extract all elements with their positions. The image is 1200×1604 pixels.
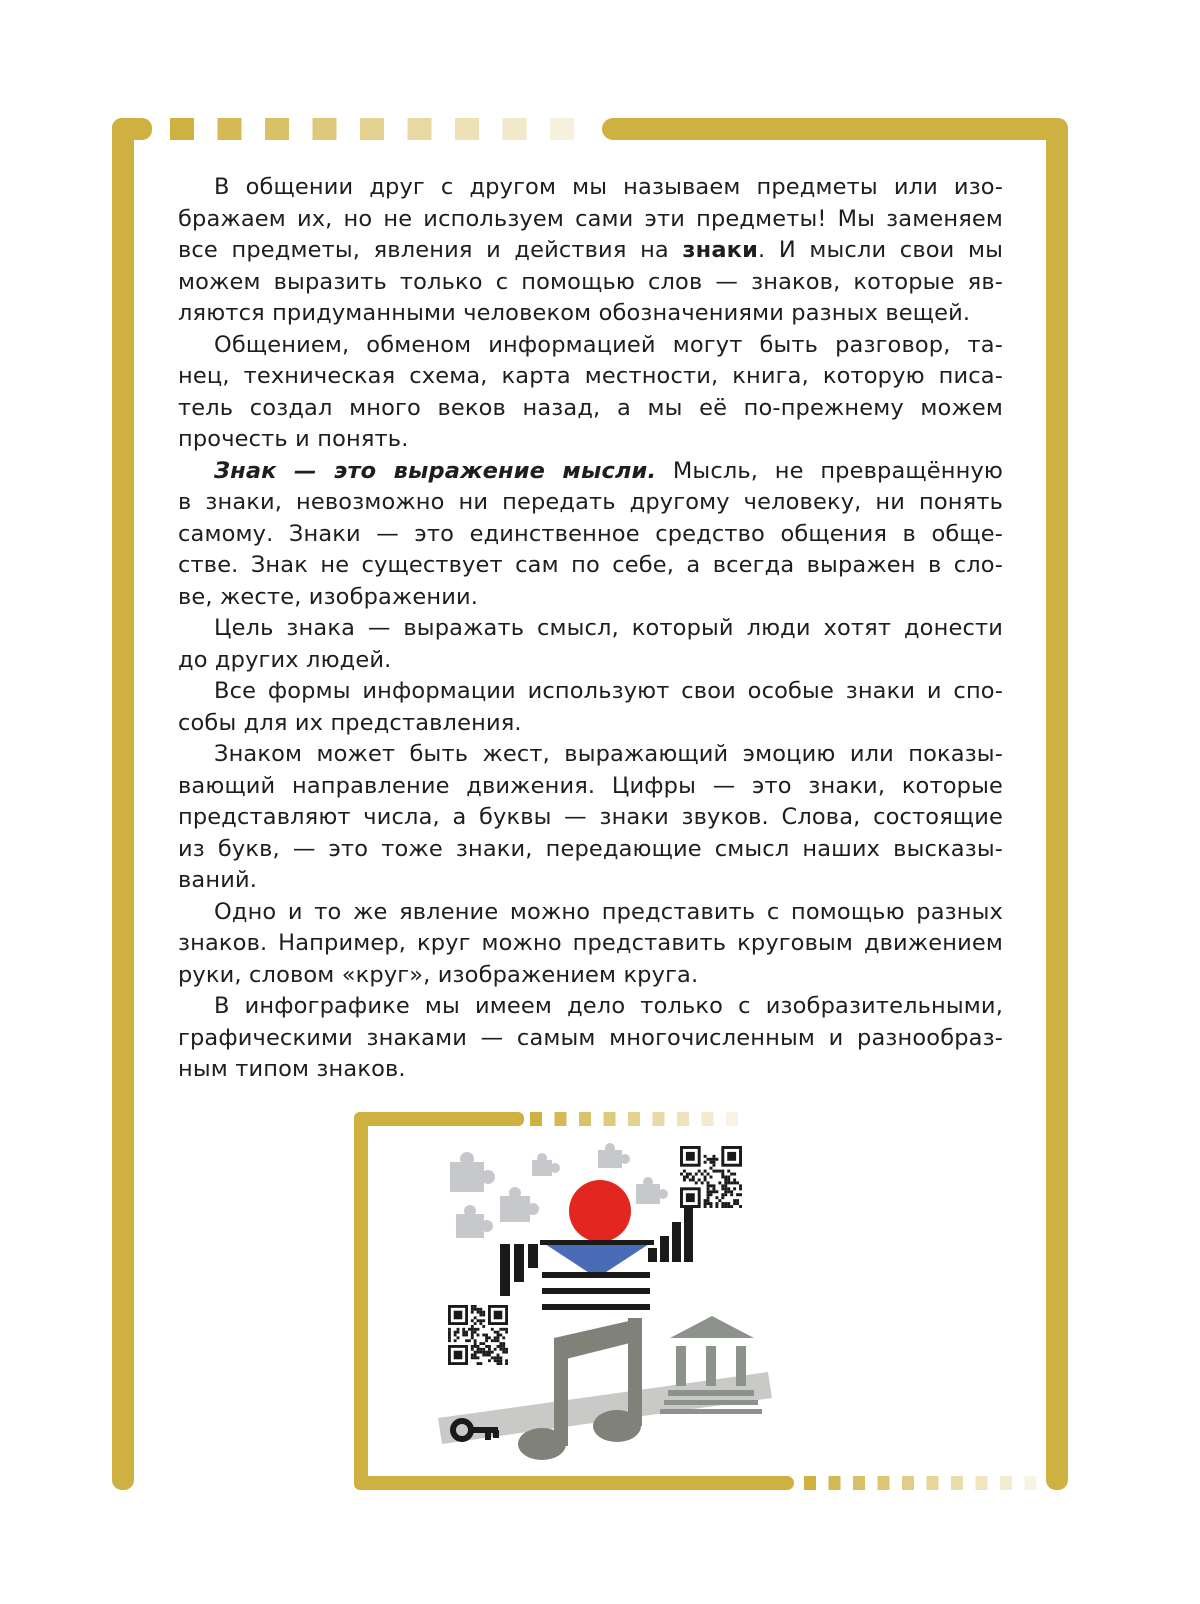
bar-chart-left-icon	[500, 1244, 538, 1296]
text-run: тель создал много веков назад, а мы её по-прежнему можем	[178, 394, 1003, 421]
text-run: собы для их представления.	[178, 709, 522, 736]
text-run: Общением, обменом информацией могут быть разговор, та-	[214, 331, 1003, 358]
text-run: В инфографике мы имеем дело только с изобразительными,	[214, 993, 1003, 1019]
text-run: Знак — это выражение мысли.	[214, 457, 657, 484]
puzzle-piece-icon	[456, 1205, 493, 1238]
text-run: вающий направление движения. Цифры — это знаки, которые	[178, 772, 1003, 799]
text-run: Одно и то же явление можно представить с помощью разных	[214, 898, 1003, 925]
text-run: ляются придуманными человеком обозначениями разных вещей.	[178, 300, 971, 326]
signal-bars-icon	[648, 1206, 693, 1262]
text-run: графическими знаками — самым многочисленным и разнообраз-	[178, 1024, 1003, 1051]
text-run: Все формы информации используют свои особые знаки и спо-	[214, 678, 1003, 704]
text-run: руки, словом «круг», изображением круга.	[178, 961, 699, 988]
text-run: В общении друг с другом мы называем предметы или изо-	[214, 174, 1003, 200]
text-run: из букв, — это тоже знаки, передающие смысл наших высказы-	[178, 835, 1003, 862]
music-note-icon	[518, 1318, 642, 1460]
text-run: можем выразить только с помощью слов — знаков, которые яв-	[178, 268, 1003, 295]
puzzle-piece-icon	[532, 1153, 560, 1176]
text-run: прочесть и понять.	[178, 426, 409, 452]
text-run: бражаем их, но не используем сами эти предметы! Мы заменяем	[178, 205, 1003, 232]
text-run: Цель знака — выражать смысл, который люди хотят донести	[214, 615, 1003, 641]
text-run: Знаком может быть жест, выражающий эмоцию или показы-	[214, 741, 1003, 767]
text-run: в знаки, невозможно ни передать другому человеку, ни понять	[178, 489, 1003, 515]
text-run: ве, жесте, изображении.	[178, 583, 479, 610]
qr-code-icon	[448, 1305, 508, 1365]
text-run: все предметы, явления и действия на	[178, 237, 683, 263]
text-run: до других людей.	[178, 646, 392, 673]
qr-code-icon	[680, 1146, 742, 1208]
text-run: знаков. Например, круг можно представить круговым движением	[178, 930, 1003, 956]
text-run: стве. Знак не существует сам по себе, а всегда выражен в сло-	[178, 552, 1003, 578]
puzzle-piece-icon	[636, 1177, 668, 1204]
puzzle-piece-icon	[500, 1187, 539, 1222]
stripes	[542, 1272, 650, 1310]
text-run: Мысль, не превращённую	[656, 457, 1003, 484]
puzzle-piece-icon	[598, 1143, 630, 1168]
text-run: ваний.	[178, 867, 258, 893]
text-run: знаки	[682, 237, 759, 263]
text-run: самому. Знаки — это единственное средство общения в обще-	[178, 520, 1003, 547]
text-run: представляют числа, а буквы — знаки звуков. Слова, состоящие	[178, 804, 1003, 830]
puzzle-piece-icon	[450, 1152, 495, 1192]
text-run: нец, техническая схема, карта местности, книга, которую писа-	[178, 363, 1003, 389]
text-run: ным типом знаков.	[178, 1056, 406, 1082]
text-run: . И мысли свои мы	[758, 237, 1004, 263]
red-circle-icon	[569, 1180, 631, 1242]
